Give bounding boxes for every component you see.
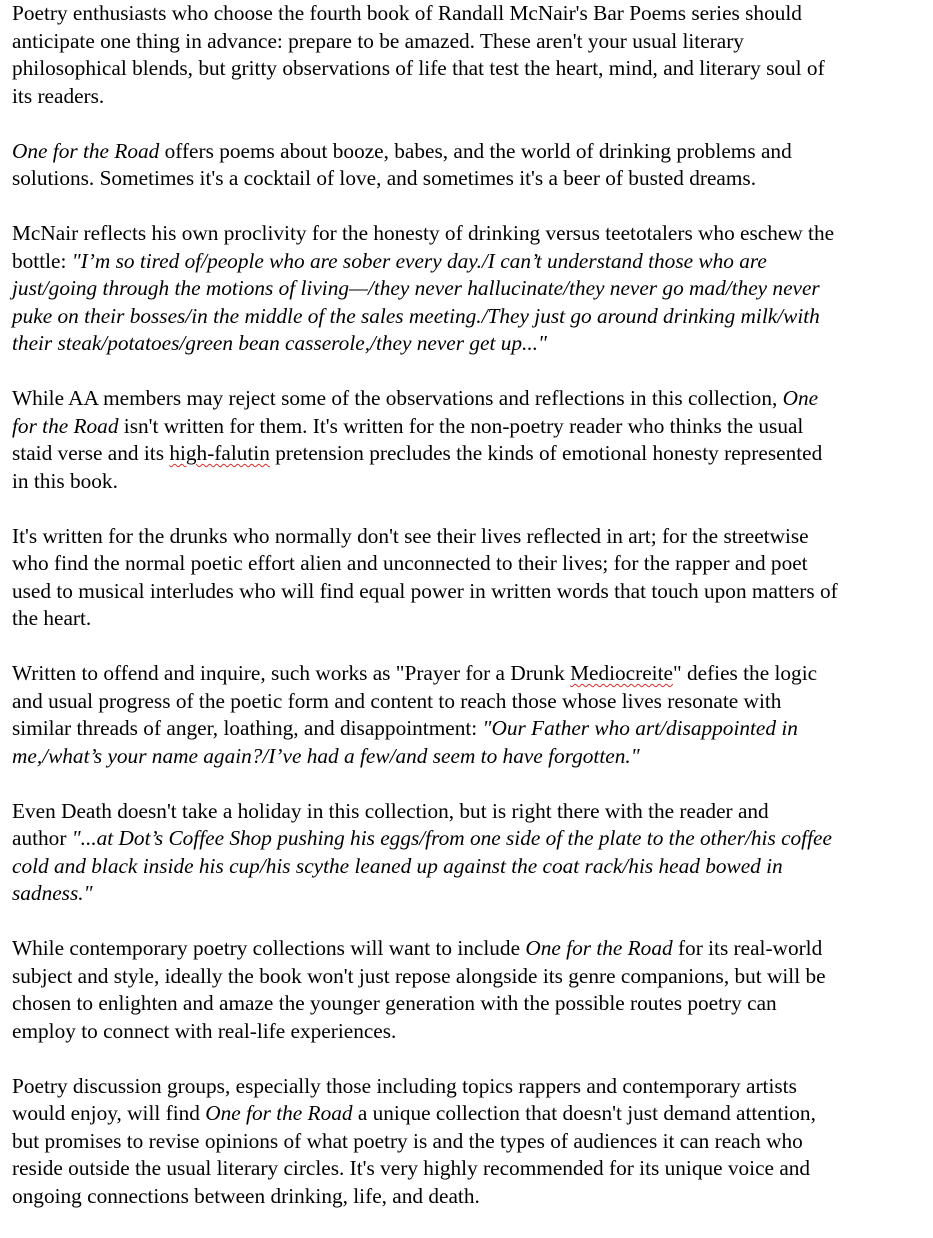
text-line	[12, 1018, 933, 1046]
text-run: a unique collection that doesn't just demand attention,	[352, 1101, 816, 1125]
text-run: While contemporary poetry collections will want to include	[12, 936, 526, 960]
text-line	[12, 523, 933, 551]
text-line	[12, 1128, 933, 1156]
text-run: Poetry discussion groups, especially those including topics rappers and contemporary artists	[12, 1073, 797, 1098]
text-line	[12, 1183, 933, 1211]
text-line	[12, 1155, 933, 1183]
text-run: solutions. Sometimes it's a cocktail of love, and sometimes it's a beer of busted dreams.	[12, 166, 757, 190]
text-run: reside outside the usual literary circles. It's very highly recommended for its unique voice and	[12, 1156, 811, 1180]
text-run: Even Death doesn't take a holiday in this collection, but is right there with the reader and	[12, 798, 769, 823]
text-line	[12, 578, 933, 606]
text-line	[12, 83, 933, 111]
text-run: author	[12, 826, 72, 850]
text-line	[12, 935, 933, 963]
text-run: anticipate one thing in advance: prepare to be amazed. These aren't your usual literary	[12, 28, 744, 53]
text-line	[12, 0, 933, 28]
text-line	[12, 248, 933, 276]
text-run: for its real-world	[672, 936, 823, 960]
text-run: bottle:	[12, 248, 72, 273]
text-run: isn't written for them. It's written for the non-poetry reader who thinks the usual	[118, 413, 804, 438]
text-run: pretension precludes the kinds of emotional honesty represented	[269, 441, 823, 465]
text-line	[12, 275, 933, 303]
text-line	[12, 138, 933, 166]
italic-text: "Our Father who art/disappointed in	[482, 716, 798, 740]
text-run: its readers.	[12, 83, 105, 108]
italic-text: for the Road	[12, 413, 119, 438]
paragraph	[12, 660, 933, 770]
text-run: offers poems about booze, babes, and the world of drinking problems and	[159, 138, 792, 163]
text-line	[12, 468, 933, 496]
text-line	[12, 880, 933, 908]
paragraph	[12, 220, 933, 358]
italic-text: me,/what’s your name again?/I’ve had a few/and seem to have forgotten."	[12, 743, 640, 768]
document-body	[12, 0, 933, 1210]
text-run: in this book.	[12, 468, 118, 493]
text-run: While AA members may reject some of the observations and reflections in this collection,	[12, 386, 783, 410]
text-line	[12, 303, 933, 331]
paragraph	[12, 523, 933, 633]
text-run: who find the normal poetic effort alien and unconnected to their lives; for the rapper and poet	[12, 551, 808, 575]
italic-text: One	[782, 386, 819, 410]
text-run: staid verse and its	[12, 441, 170, 465]
italic-text: their steak/potatoes/green bean casserole,/they never get up..."	[12, 331, 547, 355]
document-page	[12, 0, 933, 1238]
text-run: chosen to enlighten and amaze the younger generation with the possible routes poetry can	[12, 991, 777, 1015]
text-line	[12, 688, 933, 716]
text-line	[12, 55, 933, 83]
text-line	[12, 798, 933, 826]
text-run: subject and style, ideally the book won't just repose alongside its genre companions, but will be	[12, 963, 826, 988]
text-run: used to musical interludes who will find equal power in written words that touch upon matters of	[12, 578, 838, 603]
italic-text: puke on their bosses/in the middle of the sales meeting./They just go around drinking milk/with	[12, 303, 820, 328]
text-line	[12, 165, 933, 193]
text-run: but promises to revise opinions of what poetry is and the types of audiences it can reach who	[12, 1128, 803, 1153]
italic-text: just/going through the motions of living—/they never hallucinate/they never go mad/they never	[12, 276, 820, 300]
text-line	[12, 413, 933, 441]
text-line	[12, 550, 933, 578]
paragraph	[12, 385, 933, 495]
text-run: " defies the logic	[672, 661, 818, 685]
paragraph	[12, 1073, 933, 1211]
text-run: philosophical blends, but gritty observations of life that test the heart, mind, and literary soul of	[12, 56, 825, 80]
text-line	[12, 825, 933, 853]
text-line	[12, 1100, 933, 1128]
text-run: McNair reflects his own proclivity for the honesty of drinking versus teetotalers who eschew the	[12, 221, 835, 245]
text-line	[12, 330, 933, 358]
text-line	[12, 990, 933, 1018]
text-run: similar threads of anger, loathing, and disappointment:	[12, 716, 483, 740]
italic-text: "...at Dot’s Coffee Shop pushing his eggs/from one side of the plate to the other/his coffee	[71, 826, 832, 850]
misspelled-word: high-falutin	[169, 441, 270, 465]
italic-text: cold and black inside his cup/his scythe leaned up against the coat rack/his head bowed in	[12, 853, 783, 878]
text-line	[12, 963, 933, 991]
paragraph	[12, 798, 933, 908]
italic-text: "I’m so tired of/people who are sober every day./I can’t understand those who are	[71, 248, 767, 273]
text-line	[12, 385, 933, 413]
text-line	[12, 28, 933, 56]
misspelled-word: Mediocreite	[570, 661, 673, 685]
text-run: the heart.	[12, 606, 92, 630]
text-run: and usual progress of the poetic form and content to reach those whose lives resonate with	[12, 688, 782, 713]
italic-text: One for the Road	[12, 138, 160, 163]
text-line	[12, 743, 933, 771]
italic-text: One for the Road	[525, 936, 673, 960]
italic-text: One for the Road	[205, 1101, 353, 1125]
italic-text: sadness."	[12, 881, 93, 905]
text-run: would enjoy, will find	[12, 1101, 206, 1125]
text-line	[12, 440, 933, 468]
text-run: ongoing connections between drinking, life, and death.	[12, 1183, 480, 1208]
text-run: employ to connect with real-life experiences.	[12, 1018, 397, 1043]
text-line	[12, 605, 933, 633]
paragraph	[12, 935, 933, 1045]
text-run: It's written for the drunks who normally don't see their lives reflected in art; for the streetwise	[12, 523, 809, 548]
text-run: Poetry enthusiasts who choose the fourth book of Randall McNair's Bar Poems series should	[12, 1, 802, 25]
text-line	[12, 715, 933, 743]
text-line	[12, 1073, 933, 1101]
paragraph	[12, 0, 933, 110]
paragraph	[12, 138, 933, 193]
text-line	[12, 220, 933, 248]
text-run: Written to offend and inquire, such works as "Prayer for a Drunk	[12, 661, 571, 685]
text-line	[12, 853, 933, 881]
text-line	[12, 660, 933, 688]
